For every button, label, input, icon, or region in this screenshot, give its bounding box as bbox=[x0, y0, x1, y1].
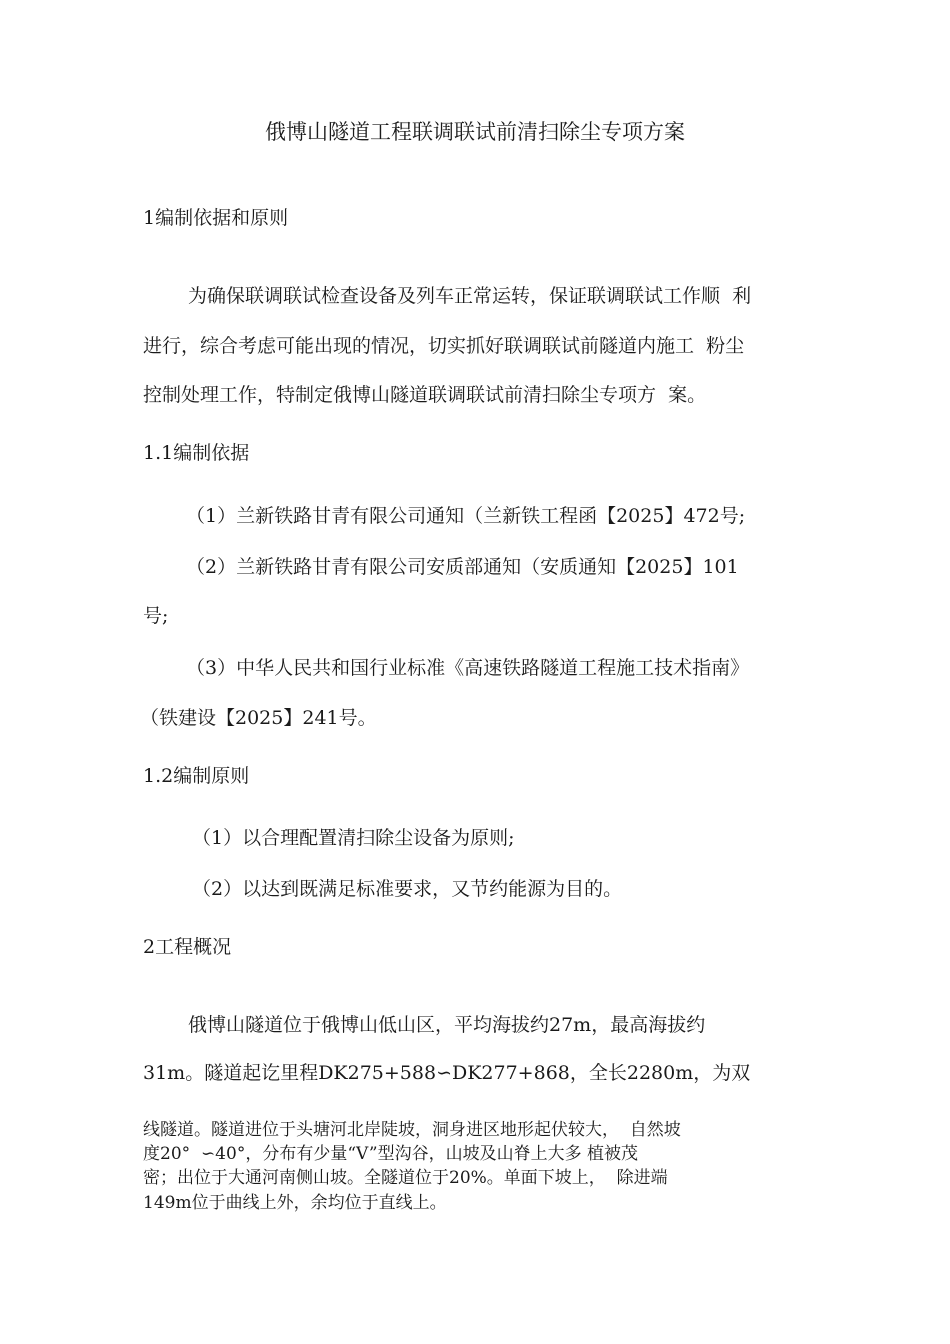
paragraph-line: 线隧道。隧道进位于头塘河北岸陡坡，洞身进区地形起伏较大， 自然坡 bbox=[143, 1120, 681, 1140]
section-2-heading: 2工程概况 bbox=[143, 936, 232, 958]
paragraph-line: 密；出位于大通河南侧山坡。全隧道位于20%。单面下坡上， 除进端 bbox=[143, 1168, 668, 1188]
paragraph-line: 进行，综合考虑可能出现的情况，切实抓好联调联试前隧道内施工 粉尘 bbox=[143, 335, 745, 357]
list-item: （3）中华人民共和国行业标准《高速铁路隧道工程施工技术指南》 bbox=[186, 657, 750, 679]
list-item: （1）兰新铁路甘青有限公司通知（兰新铁工程函【2025】472号; bbox=[186, 505, 746, 527]
paragraph-line: 149m位于曲线上外，余均位于直线上。 bbox=[143, 1193, 447, 1213]
list-item: （2）以达到既满足标准要求，又节约能源为目的。 bbox=[192, 878, 623, 900]
section-1-1-heading: 1.1编制依据 bbox=[143, 442, 250, 464]
list-item: （1）以合理配置清扫除尘设备为原则; bbox=[192, 827, 515, 849]
document-title: 俄博山隧道工程联调联试前清扫除尘专项方案 bbox=[265, 120, 685, 144]
paragraph-line: 为确保联调联试检查设备及列车正常运转，保证联调联试工作顺 利 bbox=[188, 285, 752, 307]
paragraph-line: 度20° ∽40°，分布有少量“V”型沟谷，山坡及山脊上大多 植被茂 bbox=[143, 1144, 638, 1164]
paragraph-line: 俄博山隧道位于俄博山低山区，平均海拔约27m，最高海拔约 bbox=[188, 1014, 706, 1036]
section-1-2-heading: 1.2编制原则 bbox=[143, 765, 250, 787]
paragraph-line: 控制处理工作，特制定俄博山隧道联调联试前清扫除尘专项方 案。 bbox=[143, 384, 707, 406]
list-item: （2）兰新铁路甘青有限公司安质部通知（安质通知【2025】101 bbox=[186, 556, 739, 578]
list-item: 号; bbox=[143, 605, 169, 627]
list-item: （铁建设【2025】241号。 bbox=[140, 707, 377, 729]
paragraph-line: 31m。隧道起讫里程DK275+588∽DK277+868，全长2280m，为双 bbox=[143, 1062, 751, 1084]
section-1-heading: 1编制依据和原则 bbox=[143, 207, 289, 229]
